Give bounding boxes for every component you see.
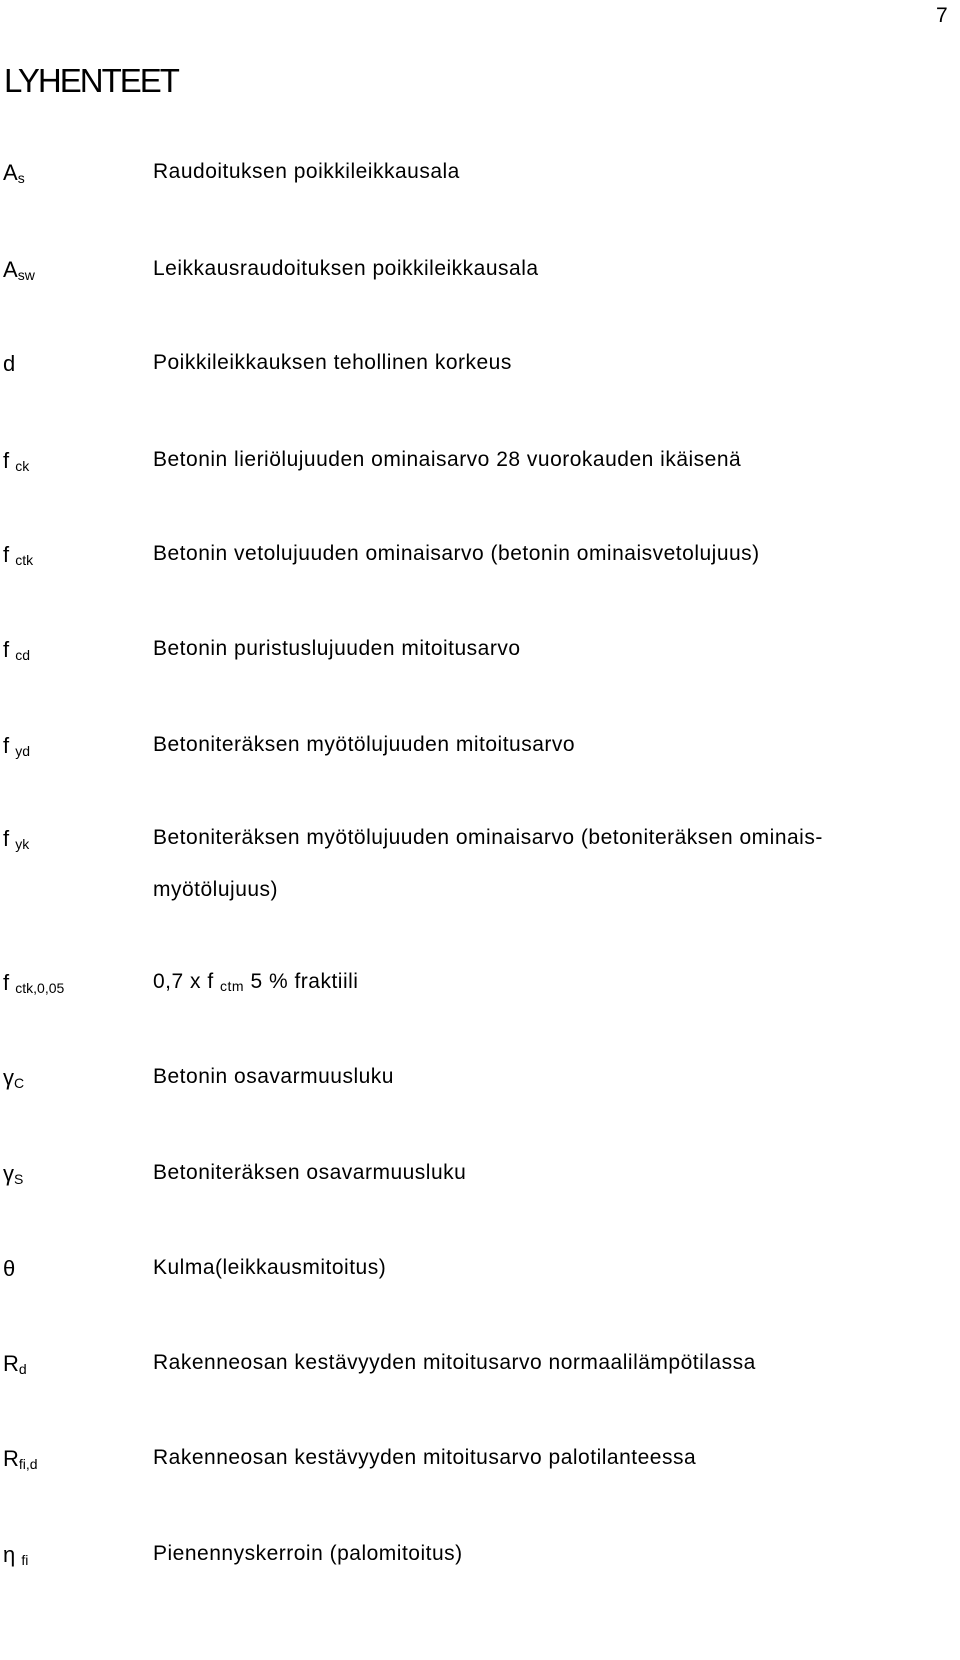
definition: Betonin osavarmuusluku bbox=[153, 1065, 394, 1088]
definition: Betoniteräksen myötölujuuden mitoitusarvo bbox=[153, 733, 576, 756]
symbol: $A_s$ bbox=[3, 160, 25, 186]
symbol: $\gamma_C$ bbox=[3, 1065, 25, 1091]
symbol: θ bbox=[3, 1256, 16, 1281]
page-title: LYHENTEET bbox=[4, 62, 178, 99]
symbol: f $_{ctk}$ bbox=[3, 542, 34, 568]
definition: Leikkausraudoituksen poikkileikkausala bbox=[153, 257, 539, 280]
definition: Pienennyskerroin (palomitoitus) bbox=[153, 1542, 463, 1565]
symbol: d bbox=[3, 351, 16, 376]
symbol: f $_{yk}$ bbox=[3, 826, 30, 852]
definition: Betoniteräksen myötölujuuden ominaisarvo (betoniteräksen ominais-myötölujuus) bbox=[153, 826, 823, 901]
definition: Betoniteräksen osavarmuusluku bbox=[153, 1161, 467, 1184]
definition: Betonin vetolujuuden ominaisarvo (betonin ominaisvetolujuus) bbox=[153, 542, 760, 565]
definition: Betonin lieriölujuuden ominaisarvo 28 vuorokauden ikäisenä bbox=[153, 448, 742, 471]
symbol: f $_{cd}$ bbox=[3, 637, 31, 663]
symbol: f $_{ctk,0,05}$ bbox=[3, 970, 65, 996]
symbol: $R_{fi,d}$ bbox=[3, 1446, 38, 1472]
symbol: $R_d$ bbox=[3, 1351, 27, 1377]
symbol: η $_{fi}$ bbox=[3, 1542, 29, 1568]
symbol: $A_{sw}$ bbox=[3, 257, 35, 283]
definition: Rakenneosan kestävyyden mitoitusarvo palotilanteessa bbox=[153, 1446, 697, 1469]
definition: Rakenneosan kestävyyden mitoitusarvo normaalilämpötilassa bbox=[153, 1351, 756, 1374]
definition: Poikkileikkauksen tehollinen korkeus bbox=[153, 351, 512, 374]
page-number: 7 bbox=[936, 4, 948, 27]
definition: 0,7 x f $_{ctm}$ 5 % fraktiili bbox=[153, 970, 359, 994]
definition: Betonin puristuslujuuden mitoitusarvo bbox=[153, 637, 521, 660]
symbol: $\gamma_S$ bbox=[3, 1161, 24, 1187]
symbol: f $_{yd}$ bbox=[3, 733, 31, 759]
symbol: f $_{ck}$ bbox=[3, 448, 30, 474]
definition: Raudoituksen poikkileikkausala bbox=[153, 160, 460, 183]
definition: Kulma(leikkausmitoitus) bbox=[153, 1256, 387, 1279]
